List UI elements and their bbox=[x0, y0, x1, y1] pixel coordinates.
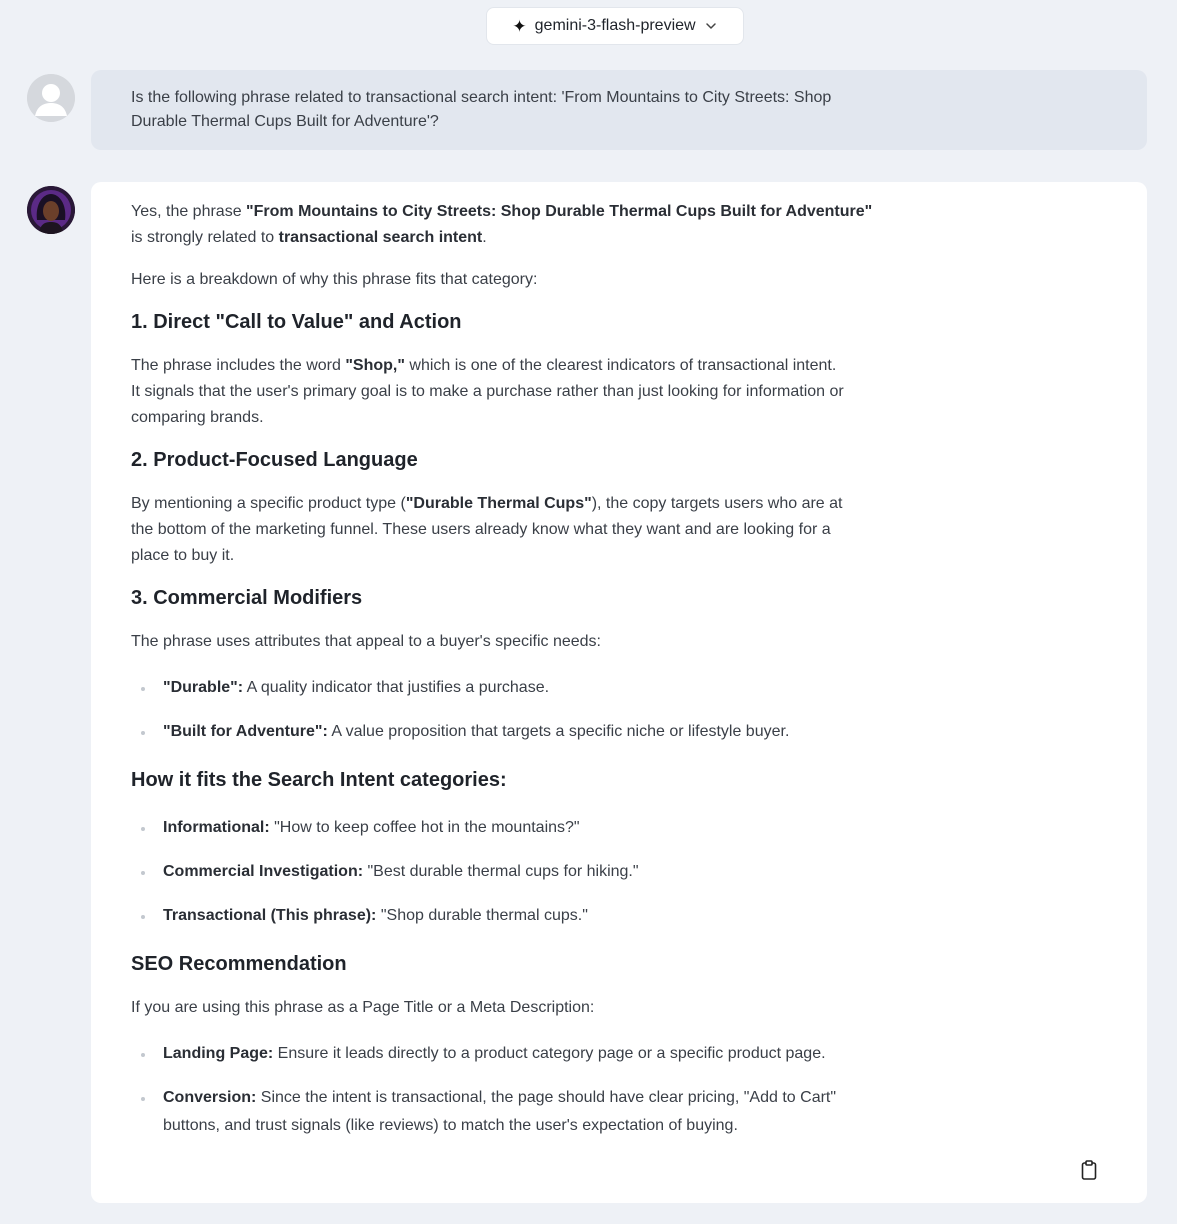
bullet-dot bbox=[141, 827, 145, 831]
chevron-down-icon bbox=[704, 19, 718, 33]
list-item-term: Landing Page: bbox=[163, 1045, 274, 1062]
user-message-bubble bbox=[91, 70, 1147, 150]
section-5-intro: If you are using this phrase as a Page Title or a Meta Description: bbox=[131, 999, 595, 1016]
section-heading: 2. Product-Focused Language bbox=[131, 449, 418, 471]
section-emphasis: "Durable Thermal Cups" bbox=[405, 495, 592, 512]
assistant-portrait-icon bbox=[27, 186, 75, 234]
list-item-text: "How to keep coffee hot in the mountains?" bbox=[269, 819, 580, 836]
section-3-intro: The phrase uses attributes that appeal to a buyer's specific needs: bbox=[131, 633, 601, 650]
section-2-line-3: place to buy it. bbox=[131, 547, 235, 564]
intro-line-2 bbox=[131, 225, 487, 251]
list-item-term: Transactional (This phrase): bbox=[163, 907, 377, 924]
model-selector-button[interactable] bbox=[486, 7, 744, 45]
list-item-term: Conversion: bbox=[163, 1089, 257, 1106]
section-1-line-3: comparing brands. bbox=[131, 409, 264, 426]
list-item bbox=[163, 718, 789, 746]
section-2-line-1 bbox=[131, 491, 842, 517]
intro-text: Yes, the phrase bbox=[131, 203, 247, 220]
section-1-line-2: It signals that the user's primary goal is to make a purchase rather than just looking for information or bbox=[131, 383, 844, 400]
breakdown-paragraph: Here is a breakdown of why this phrase fits that category: bbox=[131, 271, 538, 288]
list-item bbox=[163, 1084, 836, 1112]
section-emphasis: "Shop," bbox=[345, 357, 405, 374]
section-text: which is one of the clearest indicators of transactional intent. bbox=[404, 357, 837, 374]
list-item bbox=[163, 858, 639, 886]
list-item-text: A quality indicator that justifies a purchase. bbox=[243, 679, 550, 696]
section-text: The phrase includes the word bbox=[131, 357, 346, 374]
intro-text: is strongly related to bbox=[131, 229, 279, 246]
user-message-line: Durable Thermal Cups Built for Adventure'? bbox=[131, 113, 439, 130]
bullet-dot bbox=[141, 1097, 145, 1101]
section-heading: 1. Direct "Call to Value" and Action bbox=[131, 311, 462, 333]
section-text: By mentioning a specific product type ( bbox=[131, 495, 406, 512]
list-item-text: Ensure it leads directly to a product category page or a specific product page. bbox=[273, 1045, 826, 1062]
model-selector-label: gemini-3-flash-preview bbox=[534, 17, 696, 34]
list-item-term: Informational: bbox=[163, 819, 270, 836]
intro-quoted-phrase: "From Mountains to City Streets: Shop Durable Thermal Cups Built for Adventure" bbox=[246, 203, 873, 220]
list-item bbox=[163, 902, 588, 930]
section-heading: 3. Commercial Modifiers bbox=[131, 587, 363, 609]
list-item-continuation: buttons, and trust signals (like reviews) to match the user's expectation of buying. bbox=[163, 1117, 738, 1134]
user-message-line: Is the following phrase related to transactional search intent: 'From Mountains to City Streets: Shop bbox=[131, 89, 832, 106]
bullet-dot bbox=[141, 731, 145, 735]
list-item bbox=[163, 814, 580, 842]
list-item-term: Commercial Investigation: bbox=[163, 863, 364, 880]
sparkle-icon: ✦ bbox=[512, 16, 527, 36]
list-item bbox=[163, 674, 549, 702]
user-message-text bbox=[131, 86, 911, 134]
section-2-line-2: the bottom of the marketing funnel. These users already know what they want and are looking for a bbox=[131, 521, 831, 538]
list-item-text: "Best durable thermal cups for hiking." bbox=[363, 863, 639, 880]
bullet-dot bbox=[141, 915, 145, 919]
intro-line-1 bbox=[131, 199, 872, 225]
assistant-avatar bbox=[27, 186, 75, 234]
bullet-dot bbox=[141, 1053, 145, 1057]
bullet-dot bbox=[141, 687, 145, 691]
list-item-term: "Durable": bbox=[163, 679, 244, 696]
bullet-dot bbox=[141, 871, 145, 875]
list-item-text: Since the intent is transactional, the page should have clear pricing, "Add to Cart" bbox=[256, 1089, 837, 1106]
section-heading: How it fits the Search Intent categories: bbox=[131, 769, 507, 791]
section-heading: SEO Recommendation bbox=[131, 953, 347, 975]
user-avatar bbox=[27, 74, 75, 122]
intro-text: . bbox=[482, 229, 487, 246]
user-silhouette-icon bbox=[27, 74, 75, 122]
list-item bbox=[163, 1040, 826, 1068]
list-item-text: A value proposition that targets a specific niche or lifestyle buyer. bbox=[327, 723, 790, 740]
clipboard-icon[interactable] bbox=[1079, 1159, 1099, 1181]
section-text: ), the copy targets users who are at bbox=[591, 495, 843, 512]
list-item-term: "Built for Adventure": bbox=[163, 723, 328, 740]
list-item-text: "Shop durable thermal cups." bbox=[376, 907, 588, 924]
intro-emphasis: transactional search intent bbox=[278, 229, 483, 246]
section-1-line-1 bbox=[131, 353, 836, 379]
assistant-message-card bbox=[91, 182, 1147, 1203]
